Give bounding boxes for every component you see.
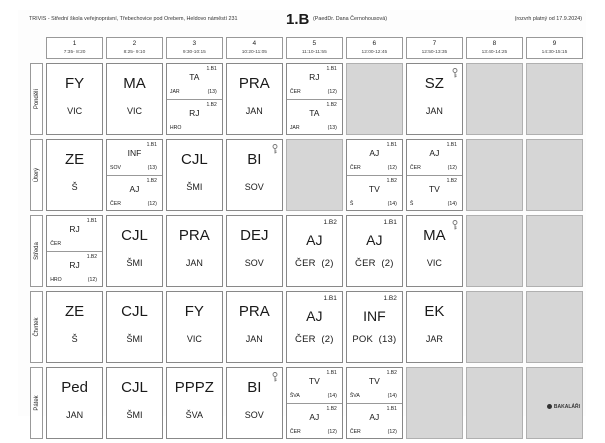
- brand-logo: [547, 404, 580, 410]
- lesson-cell[interactable]: [226, 139, 283, 211]
- group-lesson-top[interactable]: [347, 368, 402, 403]
- lesson-room: (13): [327, 125, 337, 131]
- lesson-group: 1.B1: [386, 142, 397, 148]
- lesson-cell[interactable]: [406, 139, 463, 211]
- lesson-room: (12): [387, 429, 397, 435]
- lesson-teacher: ČER: [295, 334, 316, 345]
- group-lesson-bottom[interactable]: [107, 175, 162, 211]
- lesson-teacher: ČER: [50, 241, 62, 247]
- lesson-subject: SZ: [424, 75, 444, 92]
- group-lesson-top[interactable]: [347, 140, 402, 175]
- lesson-subject: AJ: [369, 148, 380, 158]
- day-row: [30, 367, 583, 439]
- period-time: 14:30-15:15: [541, 50, 568, 55]
- lesson-group: 1.B1: [206, 66, 217, 72]
- lesson-subject: CJL: [121, 227, 148, 244]
- brand-icon: [547, 404, 552, 409]
- lesson-subject: TV: [368, 376, 380, 386]
- period-header: [286, 37, 343, 59]
- lesson-cell[interactable]: [166, 215, 223, 287]
- lesson-group: 1.B1: [383, 219, 397, 226]
- empty-slot: [346, 63, 403, 135]
- lesson-teacher: SOV: [110, 165, 121, 171]
- lesson-teacher: SOV: [244, 258, 264, 268]
- lesson-group: 1.B2: [326, 102, 337, 108]
- day-row: [30, 215, 583, 287]
- lesson-group: 1.B1: [326, 66, 337, 72]
- lesson-cell[interactable]: [226, 63, 283, 135]
- lesson-subject: TV: [368, 184, 380, 194]
- lesson-subject: CJL: [180, 151, 208, 168]
- lesson-room: (13): [207, 89, 217, 95]
- empty-slot: [286, 139, 343, 211]
- empty-slot: [466, 215, 523, 287]
- lesson-subject: ZE: [65, 151, 85, 168]
- period-time: 9:30-10:15: [182, 50, 206, 55]
- lesson-group: 1.B2: [206, 102, 217, 108]
- day-row: [30, 139, 583, 211]
- lesson-subject: Ped: [61, 379, 88, 396]
- lesson-subject: DEJ: [240, 227, 269, 244]
- group-lesson-bottom[interactable]: [287, 99, 342, 135]
- lesson-teacher: VIC: [126, 106, 142, 116]
- lesson-teacher: ČER: [295, 258, 316, 269]
- lesson-teacher: HRO: [169, 125, 182, 131]
- lesson-teacher: ČER: [349, 429, 361, 435]
- lesson-cell[interactable]: [46, 63, 103, 135]
- lesson-subject: PRA: [238, 75, 270, 92]
- lesson-teacher: JAR: [169, 89, 180, 95]
- lesson-subject: INF: [127, 148, 142, 158]
- lesson-teacher: HRO: [50, 277, 62, 283]
- lesson-teacher: Š: [409, 201, 414, 207]
- key-icon: [452, 68, 458, 78]
- lesson-teacher: ČER: [349, 165, 361, 171]
- period-header: [166, 37, 223, 59]
- lesson-subject: BI: [247, 379, 262, 396]
- period-time: 10:20-11:05: [241, 50, 267, 55]
- lesson-teacher-room: [287, 258, 342, 269]
- lesson-subject: TA: [309, 108, 320, 118]
- lesson-cell[interactable]: [406, 63, 463, 135]
- empty-slot: [526, 215, 583, 287]
- day-label-cell: [30, 139, 43, 211]
- lesson-subject: PRA: [238, 303, 270, 320]
- lesson-teacher: Š: [71, 182, 78, 192]
- lesson-subject: BI: [247, 151, 262, 168]
- lesson-cell[interactable]: [106, 139, 163, 211]
- lesson-subject: INF: [363, 308, 386, 324]
- lesson-cell[interactable]: [166, 291, 223, 363]
- lesson-cell[interactable]: [286, 63, 343, 135]
- lesson-teacher: ČER: [409, 165, 421, 171]
- lesson-group: 1.B2: [326, 406, 337, 412]
- group-lesson-top[interactable]: [407, 140, 462, 175]
- lesson-teacher-room: [347, 258, 402, 269]
- group-lesson-top[interactable]: [167, 64, 222, 99]
- period-header: [346, 37, 403, 59]
- lesson-room: (12): [327, 429, 337, 435]
- lesson-teacher: JAN: [245, 106, 263, 116]
- lesson-group: 1.B1: [386, 406, 397, 412]
- lesson-group: 1.B2: [386, 370, 397, 376]
- lesson-teacher: POK: [352, 334, 373, 345]
- lesson-teacher: JAN: [425, 106, 443, 116]
- lesson-teacher: JAR: [425, 334, 443, 344]
- lesson-teacher: VIC: [67, 106, 83, 116]
- lesson-subject: AJ: [309, 412, 320, 422]
- key-icon: [452, 220, 458, 230]
- lesson-cell[interactable]: [286, 215, 343, 287]
- lesson-teacher: JAR: [289, 125, 300, 131]
- key-icon: [272, 372, 278, 382]
- period-number: 5: [312, 40, 317, 47]
- lesson-group: 1.B2: [383, 295, 397, 302]
- lesson-subject: RJ: [309, 72, 320, 82]
- group-lesson-top[interactable]: [287, 64, 342, 99]
- group-lesson-top[interactable]: [47, 216, 102, 251]
- lesson-teacher: ČER: [289, 429, 301, 435]
- lesson-cell[interactable]: [166, 367, 223, 439]
- group-lesson-top[interactable]: [287, 368, 342, 403]
- day-label-cell: [30, 215, 43, 287]
- lesson-cell[interactable]: [106, 215, 163, 287]
- lesson-room: (13): [147, 165, 157, 171]
- lesson-subject: PRA: [178, 227, 210, 244]
- lesson-group: 1.B1: [86, 218, 98, 224]
- lesson-room: (12): [447, 165, 457, 171]
- lesson-subject: AJ: [306, 232, 323, 248]
- lesson-teacher: Š: [349, 201, 354, 207]
- lesson-cell[interactable]: [46, 291, 103, 363]
- group-lesson-bottom[interactable]: [47, 251, 102, 287]
- lesson-group: 1.B1: [326, 370, 337, 376]
- period-number: 8: [492, 40, 497, 47]
- lesson-cell[interactable]: [346, 215, 403, 287]
- timetable-page: [18, 10, 586, 435]
- lesson-subject: AJ: [366, 232, 383, 248]
- day-label-cell: [30, 291, 43, 363]
- lesson-cell[interactable]: [106, 291, 163, 363]
- period-header: [526, 37, 583, 59]
- period-header: [46, 37, 103, 59]
- lesson-subject: CJL: [121, 379, 148, 396]
- day-name: Středa: [33, 242, 40, 260]
- lesson-group: 1.B1: [146, 142, 157, 148]
- period-header: [466, 37, 523, 59]
- day-name: Pátek: [33, 395, 40, 411]
- lesson-subject: TV: [428, 184, 440, 194]
- lesson-subject: TA: [189, 72, 200, 82]
- lesson-cell[interactable]: [226, 291, 283, 363]
- lesson-room: (2): [321, 334, 334, 345]
- period-time: 12:00-12:45: [361, 50, 388, 55]
- lesson-teacher: ŠVA: [185, 410, 203, 420]
- period-header: [106, 37, 163, 59]
- period-number: 7: [432, 40, 437, 47]
- lesson-room: (12): [387, 165, 397, 171]
- lesson-room: (14): [327, 393, 337, 399]
- lesson-teacher: ČER: [110, 201, 121, 207]
- empty-slot: [466, 291, 523, 363]
- lesson-subject: RJ: [69, 260, 80, 270]
- group-lesson-bottom[interactable]: [167, 99, 222, 135]
- period-number: 9: [552, 40, 557, 47]
- lesson-teacher: ČER: [289, 89, 301, 95]
- lesson-teacher: ŠVA: [349, 393, 360, 399]
- empty-slot: [466, 139, 523, 211]
- lesson-subject: TV: [308, 376, 320, 386]
- lesson-cell[interactable]: [346, 291, 403, 363]
- lesson-teacher: ŠMI: [126, 334, 143, 344]
- empty-slot: [526, 139, 583, 211]
- lesson-group: 1.B2: [146, 178, 157, 184]
- lesson-teacher: JAN: [185, 258, 203, 268]
- lesson-cell[interactable]: [46, 139, 103, 211]
- empty-slot: [466, 63, 523, 135]
- period-header: [226, 37, 283, 59]
- period-time: 8:25- 9:10: [123, 50, 146, 55]
- empty-slot: [526, 63, 583, 135]
- lesson-cell[interactable]: [346, 367, 403, 439]
- empty-slot: [526, 367, 583, 439]
- lesson-cell[interactable]: [106, 63, 163, 135]
- school-name: TRIVIS - Střední škola veřejnoprávní, Třebechovice pod Orebem, Heldovo náměstí 231: [29, 16, 238, 22]
- lesson-room: (14): [387, 393, 397, 399]
- lesson-cell[interactable]: [226, 215, 283, 287]
- lesson-cell[interactable]: [46, 367, 103, 439]
- group-lesson-top[interactable]: [107, 140, 162, 175]
- empty-slot: [466, 367, 523, 439]
- lesson-room: (2): [321, 258, 334, 269]
- lesson-teacher: VIC: [186, 334, 202, 344]
- lesson-teacher: ŠMI: [186, 182, 203, 192]
- lesson-subject: RJ: [69, 224, 80, 234]
- lesson-teacher: JAN: [245, 334, 263, 344]
- lesson-cell[interactable]: [46, 215, 103, 287]
- period-time: 13:40-14:25: [481, 50, 508, 55]
- group-lesson-bottom[interactable]: [347, 175, 402, 211]
- lesson-cell[interactable]: [166, 63, 223, 135]
- day-name: Úterý: [33, 167, 40, 183]
- lesson-subject: CJL: [121, 303, 148, 320]
- day-label-cell: [30, 63, 43, 135]
- lesson-cell[interactable]: [286, 367, 343, 439]
- lesson-cell[interactable]: [286, 291, 343, 363]
- lesson-subject: EK: [424, 303, 445, 320]
- lesson-subject: MA: [123, 75, 146, 92]
- key-icon: [272, 144, 278, 154]
- lesson-cell[interactable]: [106, 367, 163, 439]
- lesson-teacher: SOV: [244, 410, 264, 420]
- day-label-cell: [30, 367, 43, 439]
- lesson-teacher: VIC: [426, 258, 442, 268]
- lesson-room: (12): [87, 277, 98, 283]
- day-name: Čtvrtek: [33, 317, 40, 337]
- lesson-group: 1.B2: [386, 178, 397, 184]
- lesson-group: 1.B2: [323, 219, 337, 226]
- timetable-grid: [27, 33, 586, 443]
- group-lesson-bottom[interactable]: [287, 403, 342, 439]
- lesson-group: 1.B1: [446, 142, 457, 148]
- period-number: 4: [252, 40, 257, 47]
- lesson-teacher: Š: [71, 334, 78, 344]
- lesson-cell[interactable]: [346, 139, 403, 211]
- lesson-subject: ZE: [65, 303, 85, 320]
- day-name: Pondělí: [33, 88, 40, 110]
- lesson-subject: AJ: [429, 148, 440, 158]
- period-header: [406, 37, 463, 59]
- lesson-teacher: JAN: [66, 410, 84, 420]
- lesson-group: 1.B1: [323, 295, 337, 302]
- lesson-teacher-room: [347, 334, 402, 345]
- lesson-teacher: SOV: [244, 182, 264, 192]
- lesson-teacher: ČER: [355, 258, 376, 269]
- lesson-cell[interactable]: [226, 367, 283, 439]
- valid-from: (rozvrh platný od 17.9.2024): [514, 16, 582, 22]
- lesson-teacher: ŠMI: [126, 258, 143, 268]
- period-number: 1: [72, 40, 77, 47]
- lesson-room: (12): [147, 201, 157, 207]
- lesson-subject: RJ: [189, 108, 200, 118]
- lesson-subject: AJ: [129, 184, 140, 194]
- empty-slot: [406, 367, 463, 439]
- lesson-group: 1.B2: [446, 178, 457, 184]
- period-time: 7:35- 8:20: [63, 50, 86, 55]
- day-row: [30, 63, 583, 135]
- group-lesson-bottom[interactable]: [407, 175, 462, 211]
- period-number: 6: [372, 40, 377, 47]
- lesson-cell[interactable]: [166, 139, 223, 211]
- lesson-room: (2): [381, 258, 394, 269]
- lesson-room: (14): [387, 201, 397, 207]
- class-teacher: (PaedDr. Dana Černohousová): [313, 16, 388, 22]
- lesson-room: (14): [447, 201, 457, 207]
- lesson-subject: AJ: [369, 412, 380, 422]
- lesson-cell[interactable]: [406, 291, 463, 363]
- lesson-teacher: ŠVA: [289, 393, 300, 399]
- lesson-group: 1.B2: [86, 254, 98, 260]
- class-name: 1.B: [286, 11, 310, 28]
- lesson-subject: PPPZ: [174, 379, 214, 396]
- period-time: 12:50-13:35: [421, 50, 448, 55]
- lesson-subject: AJ: [306, 308, 323, 324]
- group-lesson-bottom[interactable]: [347, 403, 402, 439]
- lesson-subject: FY: [184, 303, 204, 320]
- lesson-room: (13): [378, 334, 397, 345]
- lesson-subject: MA: [423, 227, 446, 244]
- period-number: 2: [132, 40, 137, 47]
- day-row: [30, 291, 583, 363]
- period-number: 3: [192, 40, 197, 47]
- lesson-subject: FY: [65, 75, 85, 92]
- lesson-teacher-room: [287, 334, 342, 345]
- lesson-room: (12): [327, 89, 337, 95]
- brand-name: BAKALÁŘI: [553, 404, 580, 410]
- lesson-teacher: ŠMI: [126, 410, 143, 420]
- period-time: 11:10-11:55: [301, 50, 327, 55]
- lesson-cell[interactable]: [406, 215, 463, 287]
- empty-slot: [526, 291, 583, 363]
